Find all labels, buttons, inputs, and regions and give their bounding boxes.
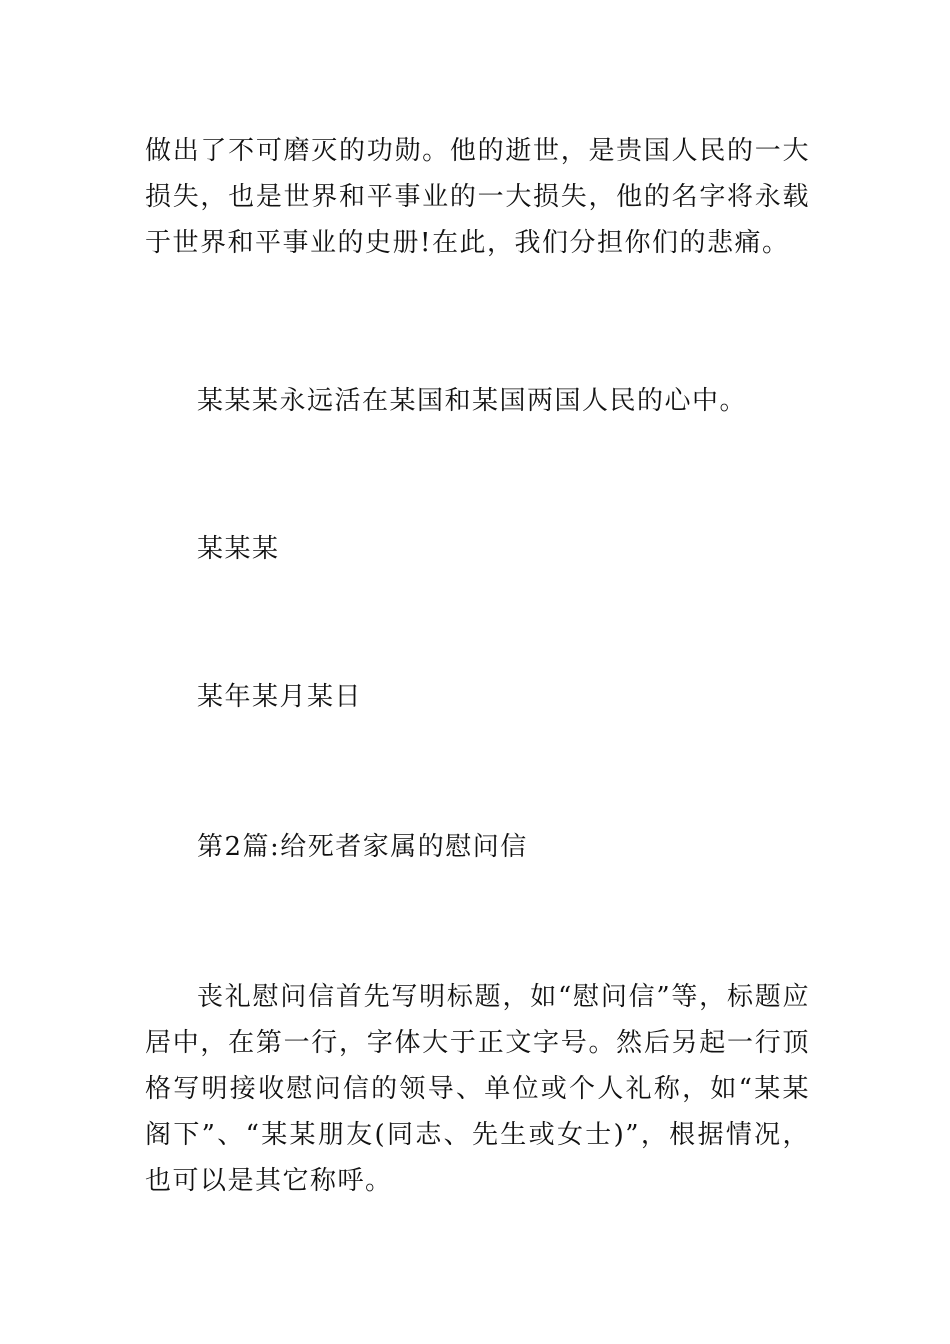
signature-name: 某某某	[197, 534, 280, 564]
paragraph-tribute-continuation: 做出了不可磨灭的功勋。他的逝世，是贵国人民的一大损失，也是世界和平事业的一大损失，他的名字将永载于世界和平事业的史册!在此，我们分担你们的悲痛。	[145, 136, 810, 258]
section-heading: 第2篇:给死者家属的慰问信	[197, 832, 528, 862]
paragraph-instructions: 丧礼慰问信首先写明标题，如“慰问信”等，标题应居中，在第一行，字体大于正文字号。然后另起一行顶格写明接收慰问信的领导、单位或个人礼称，如“某某阁下”、“某某朋友(同志、先生或女士)”，根据情况，也可以是其它称呼。	[145, 982, 810, 1196]
paragraph-remembrance: 某某某永远活在某国和某国两国人民的心中。	[197, 386, 748, 416]
signature-date: 某年某月某日	[197, 682, 363, 712]
